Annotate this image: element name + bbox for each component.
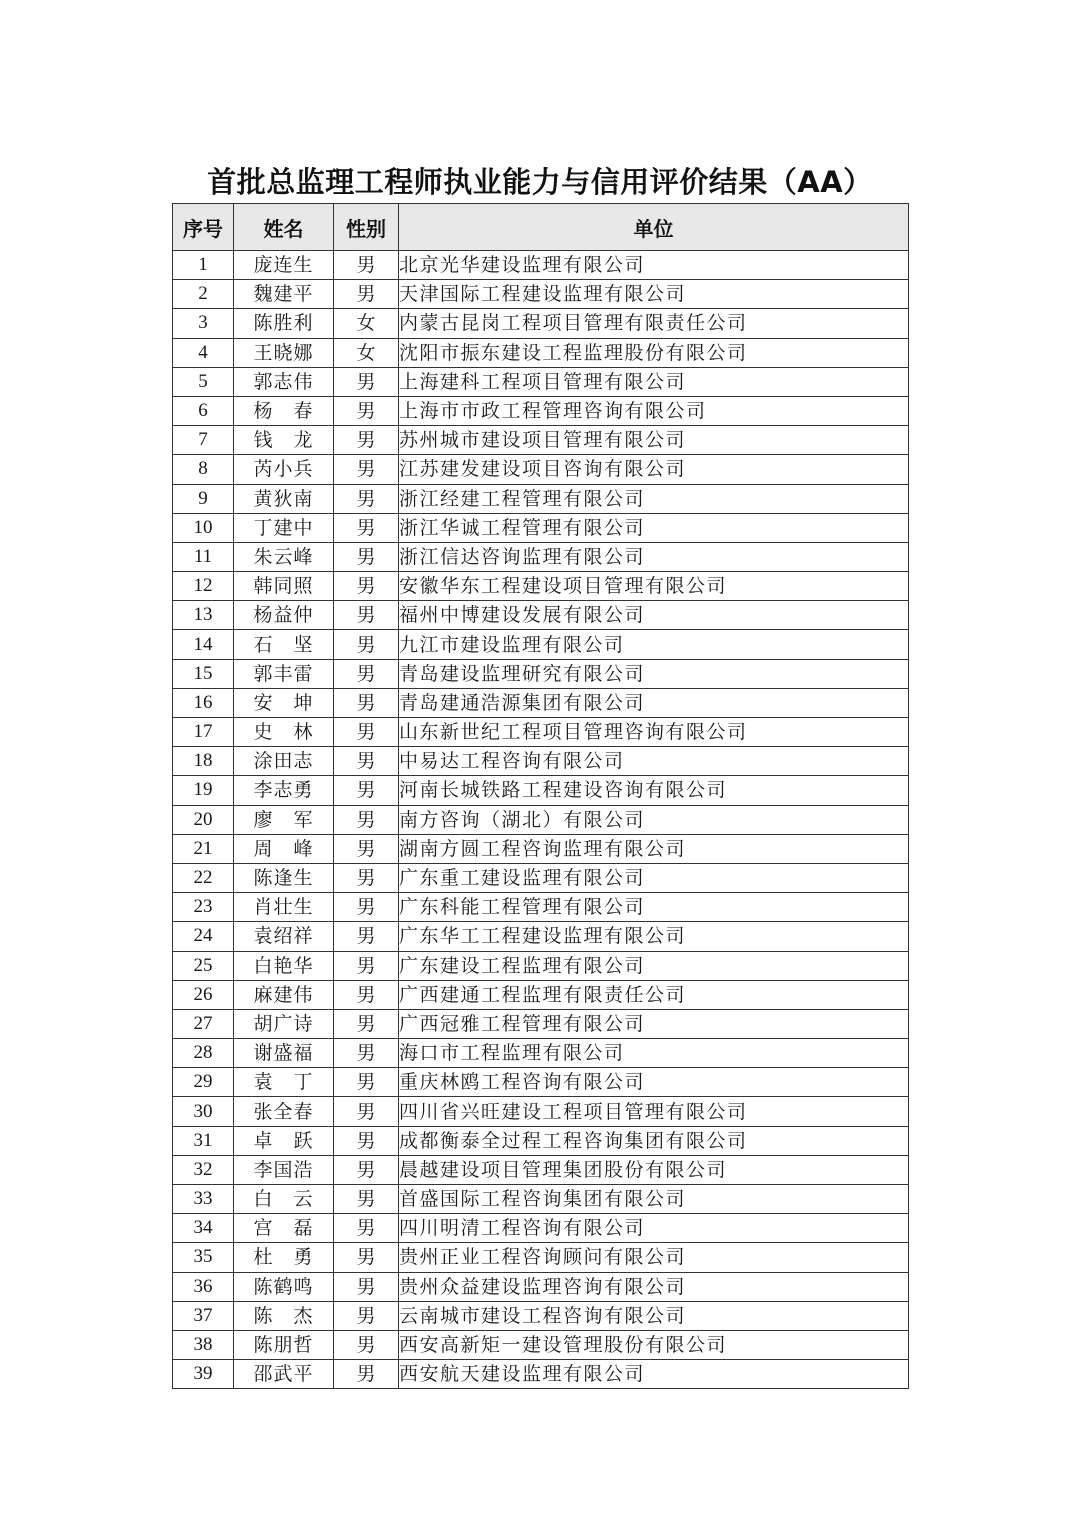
person-name: 陈朋哲 (234, 1330, 334, 1359)
table-row (173, 455, 909, 484)
person-name: 卓 跃 (234, 1126, 334, 1155)
gender: 男 (334, 396, 399, 425)
company-name: 首盛国际工程咨询集团有限公司 (399, 1185, 909, 1214)
header-name: 姓名 (234, 204, 334, 251)
table-row (173, 1301, 909, 1330)
person-name: 王晓娜 (234, 338, 334, 367)
table-row (173, 1272, 909, 1301)
person-name: 邵武平 (234, 1360, 334, 1389)
header-unit: 单位 (399, 204, 909, 251)
company-name: 天津国际工程建设监理有限公司 (399, 280, 909, 309)
person-name: 史 林 (234, 718, 334, 747)
table-row (173, 484, 909, 513)
gender: 男 (334, 513, 399, 542)
company-name: 广东重工建设监理有限公司 (399, 863, 909, 892)
gender: 男 (334, 1330, 399, 1359)
row-number: 25 (173, 951, 234, 980)
company-name: 南方咨询（湖北）有限公司 (399, 805, 909, 834)
row-number: 24 (173, 922, 234, 951)
row-number: 33 (173, 1185, 234, 1214)
company-name: 中易达工程咨询有限公司 (399, 747, 909, 776)
person-name: 朱云峰 (234, 542, 334, 571)
person-name: 郭丰雷 (234, 659, 334, 688)
person-name: 周 峰 (234, 834, 334, 863)
company-name: 内蒙古昆岗工程项目管理有限责任公司 (399, 309, 909, 338)
person-name: 张全春 (234, 1097, 334, 1126)
row-number: 20 (173, 805, 234, 834)
table-row (173, 1185, 909, 1214)
row-number: 9 (173, 484, 234, 513)
gender: 男 (334, 805, 399, 834)
table-row (173, 1097, 909, 1126)
person-name: 袁 丁 (234, 1068, 334, 1097)
gender: 男 (334, 280, 399, 309)
company-name: 西安高新矩一建设管理股份有限公司 (399, 1330, 909, 1359)
table-row (173, 863, 909, 892)
table-row (173, 367, 909, 396)
person-name: 杨益仲 (234, 601, 334, 630)
evaluation-results-table (172, 203, 909, 1389)
table-row (173, 1009, 909, 1038)
gender: 男 (334, 1068, 399, 1097)
table-row (173, 893, 909, 922)
company-name: 青岛建设监理研究有限公司 (399, 659, 909, 688)
person-name: 石 坚 (234, 630, 334, 659)
gender: 男 (334, 1185, 399, 1214)
row-number: 30 (173, 1097, 234, 1126)
document-title: 首批总监理工程师执业能力与信用评价结果（AA） (207, 165, 873, 199)
company-name: 广西建通工程监理有限责任公司 (399, 980, 909, 1009)
row-number: 28 (173, 1039, 234, 1068)
company-name: 四川明清工程咨询有限公司 (399, 1214, 909, 1243)
company-name: 成都衡泰全过程工程咨询集团有限公司 (399, 1126, 909, 1155)
table-row (173, 1126, 909, 1155)
table-row (173, 834, 909, 863)
person-name: 陈胜利 (234, 309, 334, 338)
table-row (173, 1155, 909, 1184)
company-name: 浙江信达咨询监理有限公司 (399, 542, 909, 571)
table-row (173, 776, 909, 805)
person-name: 安 坤 (234, 688, 334, 717)
gender: 男 (334, 688, 399, 717)
person-name: 杨 春 (234, 396, 334, 425)
company-name: 江苏建发建设项目咨询有限公司 (399, 455, 909, 484)
table-row (173, 718, 909, 747)
gender: 男 (334, 1039, 399, 1068)
company-name: 苏州城市建设项目管理有限公司 (399, 426, 909, 455)
person-name: 白 云 (234, 1185, 334, 1214)
row-number: 32 (173, 1155, 234, 1184)
gender: 男 (334, 951, 399, 980)
table-row (173, 1330, 909, 1359)
row-number: 21 (173, 834, 234, 863)
gender: 男 (334, 1126, 399, 1155)
table-header-row (173, 204, 909, 251)
gender: 男 (334, 542, 399, 571)
table-row (173, 1214, 909, 1243)
company-name: 海口市工程监理有限公司 (399, 1039, 909, 1068)
row-number: 26 (173, 980, 234, 1009)
person-name: 白艳华 (234, 951, 334, 980)
row-number: 16 (173, 688, 234, 717)
person-name: 李国浩 (234, 1155, 334, 1184)
person-name: 韩同照 (234, 572, 334, 601)
company-name: 九江市建设监理有限公司 (399, 630, 909, 659)
company-name: 山东新世纪工程项目管理咨询有限公司 (399, 718, 909, 747)
gender: 男 (334, 1214, 399, 1243)
company-name: 广东科能工程管理有限公司 (399, 893, 909, 922)
person-name: 丁建中 (234, 513, 334, 542)
company-name: 广东建设工程监理有限公司 (399, 951, 909, 980)
gender: 男 (334, 630, 399, 659)
table-row (173, 747, 909, 776)
table-row (173, 338, 909, 367)
row-number: 13 (173, 601, 234, 630)
row-number: 3 (173, 309, 234, 338)
table-row (173, 1360, 909, 1389)
table-row (173, 630, 909, 659)
table-row (173, 1039, 909, 1068)
table-row (173, 688, 909, 717)
table-row (173, 396, 909, 425)
company-name: 上海建科工程项目管理有限公司 (399, 367, 909, 396)
person-name: 魏建平 (234, 280, 334, 309)
table-row (173, 309, 909, 338)
table-row (173, 805, 909, 834)
person-name: 钱 龙 (234, 426, 334, 455)
row-number: 27 (173, 1009, 234, 1038)
row-number: 12 (173, 572, 234, 601)
person-name: 谢盛福 (234, 1039, 334, 1068)
person-name: 袁绍祥 (234, 922, 334, 951)
table-row (173, 280, 909, 309)
gender: 男 (334, 863, 399, 892)
gender: 男 (334, 367, 399, 396)
row-number: 23 (173, 893, 234, 922)
person-name: 黄狄南 (234, 484, 334, 513)
row-number: 37 (173, 1301, 234, 1330)
table-row (173, 1068, 909, 1097)
company-name: 湖南方圆工程咨询监理有限公司 (399, 834, 909, 863)
company-name: 上海市市政工程管理咨询有限公司 (399, 396, 909, 425)
row-number: 11 (173, 542, 234, 571)
gender: 男 (334, 980, 399, 1009)
row-number: 10 (173, 513, 234, 542)
gender: 男 (334, 1272, 399, 1301)
row-number: 39 (173, 1360, 234, 1389)
gender: 男 (334, 922, 399, 951)
row-number: 14 (173, 630, 234, 659)
row-number: 19 (173, 776, 234, 805)
gender: 男 (334, 455, 399, 484)
person-name: 陈 杰 (234, 1301, 334, 1330)
company-name: 西安航天建设监理有限公司 (399, 1360, 909, 1389)
table-row (173, 980, 909, 1009)
row-number: 36 (173, 1272, 234, 1301)
person-name: 宫 磊 (234, 1214, 334, 1243)
table-row (173, 572, 909, 601)
row-number: 5 (173, 367, 234, 396)
company-name: 贵州众益建设监理咨询有限公司 (399, 1272, 909, 1301)
row-number: 38 (173, 1330, 234, 1359)
gender: 男 (334, 1097, 399, 1126)
person-name: 陈鹤鸣 (234, 1272, 334, 1301)
table-row (173, 251, 909, 280)
company-name: 广东华工工程建设监理有限公司 (399, 922, 909, 951)
gender: 男 (334, 747, 399, 776)
row-number: 8 (173, 455, 234, 484)
company-name: 云南城市建设工程咨询有限公司 (399, 1301, 909, 1330)
header-no: 序号 (173, 204, 234, 251)
person-name: 涂田志 (234, 747, 334, 776)
company-name: 青岛建通浩源集团有限公司 (399, 688, 909, 717)
company-name: 浙江经建工程管理有限公司 (399, 484, 909, 513)
company-name: 福州中博建设发展有限公司 (399, 601, 909, 630)
company-name: 河南长城铁路工程建设咨询有限公司 (399, 776, 909, 805)
person-name: 胡广诗 (234, 1009, 334, 1038)
gender: 男 (334, 1301, 399, 1330)
gender: 男 (334, 1243, 399, 1272)
company-name: 四川省兴旺建设工程项目管理有限公司 (399, 1097, 909, 1126)
person-name: 麻建伟 (234, 980, 334, 1009)
gender: 男 (334, 1360, 399, 1389)
gender: 女 (334, 309, 399, 338)
gender: 男 (334, 1155, 399, 1184)
person-name: 陈逢生 (234, 863, 334, 892)
row-number: 22 (173, 863, 234, 892)
row-number: 7 (173, 426, 234, 455)
person-name: 肖壮生 (234, 893, 334, 922)
table-row (173, 601, 909, 630)
company-name: 晨越建设项目管理集团股份有限公司 (399, 1155, 909, 1184)
table-row (173, 951, 909, 980)
company-name: 安徽华东工程建设项目管理有限公司 (399, 572, 909, 601)
row-number: 15 (173, 659, 234, 688)
company-name: 浙江华诚工程管理有限公司 (399, 513, 909, 542)
company-name: 重庆林鸥工程咨询有限公司 (399, 1068, 909, 1097)
table-row (173, 922, 909, 951)
person-name: 芮小兵 (234, 455, 334, 484)
table-row (173, 1243, 909, 1272)
person-name: 庞连生 (234, 251, 334, 280)
gender: 女 (334, 338, 399, 367)
gender: 男 (334, 251, 399, 280)
company-name: 北京光华建设监理有限公司 (399, 251, 909, 280)
table-row (173, 426, 909, 455)
table-body (173, 251, 909, 1389)
row-number: 29 (173, 1068, 234, 1097)
gender: 男 (334, 601, 399, 630)
person-name: 李志勇 (234, 776, 334, 805)
gender: 男 (334, 893, 399, 922)
row-number: 18 (173, 747, 234, 776)
table-row (173, 659, 909, 688)
company-name: 沈阳市振东建设工程监理股份有限公司 (399, 338, 909, 367)
row-number: 1 (173, 251, 234, 280)
gender: 男 (334, 776, 399, 805)
header-gender: 性别 (334, 204, 399, 251)
person-name: 杜 勇 (234, 1243, 334, 1272)
table-row (173, 542, 909, 571)
person-name: 郭志伟 (234, 367, 334, 396)
row-number: 31 (173, 1126, 234, 1155)
row-number: 6 (173, 396, 234, 425)
row-number: 34 (173, 1214, 234, 1243)
row-number: 2 (173, 280, 234, 309)
row-number: 17 (173, 718, 234, 747)
gender: 男 (334, 659, 399, 688)
gender: 男 (334, 834, 399, 863)
gender: 男 (334, 572, 399, 601)
company-name: 广西冠雅工程管理有限公司 (399, 1009, 909, 1038)
gender: 男 (334, 718, 399, 747)
person-name: 廖 军 (234, 805, 334, 834)
company-name: 贵州正业工程咨询顾问有限公司 (399, 1243, 909, 1272)
gender: 男 (334, 484, 399, 513)
row-number: 4 (173, 338, 234, 367)
table-row (173, 513, 909, 542)
gender: 男 (334, 1009, 399, 1038)
row-number: 35 (173, 1243, 234, 1272)
gender: 男 (334, 426, 399, 455)
